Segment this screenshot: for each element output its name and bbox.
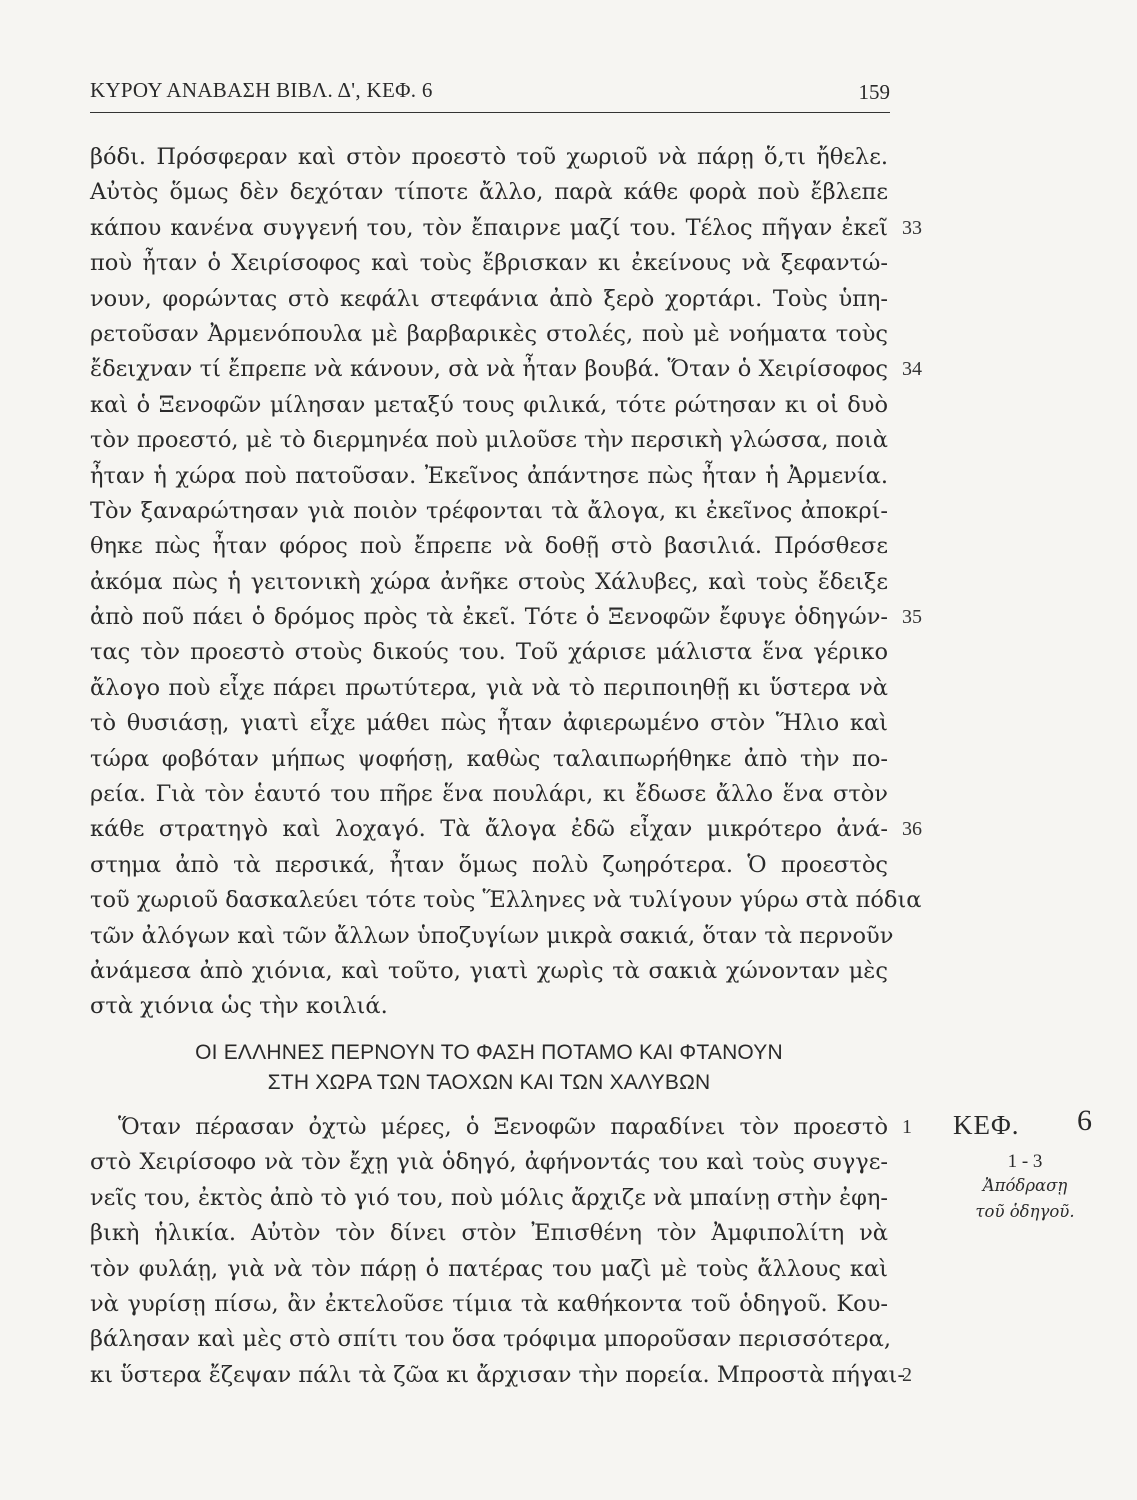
chapter-range: 1 - 3: [1007, 1151, 1043, 1172]
text-line: ρεία. Γιὰ τὸν ἑαυτό του πῆρε ἕνα πουλάρι, κι ἔδωσε ἄλλο ἕνα στὸν: [90, 781, 888, 808]
text-line: ἄλογο ποὺ εἶχε πάρει πρωτύτερα, γιὰ νὰ τὸ περιποιηθῇ κι ὕστερα νὰ: [90, 674, 888, 701]
text-line: νὰ γυρίσῃ πίσω, ἂν ἐκτελοῦσε τίμια τὰ καθήκοντα τοῦ ὁδηγοῦ. Κου-: [90, 1290, 888, 1317]
text-line: τὸν φυλάῃ, γιὰ νὰ τὸν πάρῃ ὁ πατέρας του μαζὶ μὲ τοὺς ἄλλους καὶ: [90, 1255, 888, 1282]
text-line: βικὴ ἡλικία. Αὐτὸν τὸν δίνει στὸν Ἐπισθένη τὸν Ἀμφιπολίτη νὰ: [90, 1220, 888, 1247]
margin-note-line-2: τοῦ ὁδηγοῦ.: [975, 1202, 1075, 1221]
chapter-number: 6: [1077, 1104, 1092, 1137]
line-number: 2: [902, 1363, 912, 1386]
text-line: στὸ Χειρίσοφο νὰ τὸν ἔχῃ γιὰ ὁδηγό, ἀφήνοντάς του καὶ τοὺς συγγε-: [90, 1149, 888, 1176]
line-number: 33: [902, 216, 922, 239]
line-number: 35: [902, 606, 922, 629]
text-line: νεῖς του, ἐκτὸς ἀπὸ τὸ γιό του, ποὺ μόλις ἄρχιζε νὰ μπαίνῃ στὴν ἐφη-: [90, 1184, 888, 1211]
text-line: στημα ἀπὸ τὰ περσικά, ἦταν ὅμως πολὺ ζωηρότερα. Ὁ προεστὸς: [90, 851, 888, 878]
text-line: κάθε στρατηγὸ καὶ λοχαγό. Τὰ ἄλογα ἐδῶ εἶχαν μικρότερο ἀνά- 36: [90, 812, 888, 847]
text-line: ἦταν ἡ χώρα ποὺ πατοῦσαν. Ἐκεῖνος ἀπάντησε πὼς ἦταν ἡ Ἀρμενία.: [90, 462, 888, 489]
running-title: ΚΥΡΟΥ ΑΝΑΒΑΣΗ ΒΙΒΛ. Δ', ΚΕΦ. 6: [90, 78, 433, 102]
text-line: τῶν ἀλόγων καὶ τῶν ἄλλων ὑποζυγίων μικρὰ σακιά, ὅταν τὰ περνοῦν: [90, 922, 894, 949]
text-line: ἔδειχναν τί ἔπρεπε νὰ κάνουν, σὰ νὰ ἦταν βουβά. Ὅταν ὁ Χειρίσοφος 34: [90, 352, 888, 387]
text-line: θηκε πὼς ἦταν φόρος ποὺ ἔπρεπε νὰ δοθῇ στὸ βασιλιά. Πρόσθεσε: [90, 533, 888, 560]
text-section-b: [90, 1110, 912, 1393]
text-line: τοῦ χωριοῦ δασκαλεύει τότε τοὺς Ἕλληνες νὰ τυλίγουν γύρω στὰ πόδια: [90, 887, 922, 914]
text-line: τὸν προεστό, μὲ τὸ διερμηνέα ποὺ μιλοῦσε τὴν περσικὴ γλώσσα, ποιὰ: [90, 427, 888, 454]
margin-note-line-1: Ἀπόδρασῃ: [982, 1176, 1068, 1195]
line-number: 1: [902, 1116, 912, 1138]
text-line: καὶ ὁ Ξενοφῶν μίλησαν μεταξύ τους φιλικά, τότε ρώτησαν κι οἱ δυὸ: [90, 391, 888, 418]
line-number: 34: [902, 358, 922, 381]
text-line: Ὅταν πέρασαν ὀχτὼ μέρες, ὁ Ξενοφῶν παραδίνει τὸν προεστὸ 1: [90, 1110, 888, 1145]
text-line: τώρα φοβόταν μήπως ψοφήσῃ, καθὼς ταλαιπωρήθηκε ἀπὸ τὴν πο-: [90, 745, 888, 772]
text-line: ρετοῦσαν Ἀρμενόπουλα μὲ βαρβαρικὲς στολές, ποὺ μὲ νοήματα τοὺς: [90, 320, 888, 347]
text-line: βόδι. Πρόσφεραν καὶ στὸν προεστὸ τοῦ χωριοῦ νὰ πάρῃ ὅ,τι ἤθελε.: [90, 144, 888, 170]
text-line: κι ὕστερα ἔζεψαν πάλι τὰ ζῶα κι ἄρχισαν τὴν πορεία. Μπροστὰ πήγαι- 2: [90, 1358, 888, 1393]
section-heading-line-2: ΣΤΗ ΧΩΡΑ ΤΩΝ ΤΑΟΧΩΝ ΚΑΙ ΤΩΝ ΧΑΛΥΒΩΝ: [267, 1071, 711, 1094]
text-line: νουν, φορώντας στὸ κεφάλι στεφάνια ἀπὸ ξερὸ χορτάρι. Τοὺς ὑπη-: [90, 285, 888, 312]
line-number: 36: [902, 818, 922, 841]
text-line: Τὸν ξαναρώτησαν γιὰ ποιὸν τρέφονται τὰ ἄλογα, κι ἐκεῖνος ἀποκρί-: [90, 497, 888, 524]
text-line: ἀνάμεσα ἀπὸ χιόνια, καὶ τοῦτο, γιατὶ χωρὶς τὰ σακιὰ χώνονταν μὲς: [90, 957, 888, 984]
text-line: στὰ χιόνια ὡς τὴν κοιλιά.: [90, 993, 388, 1020]
text-line: τας τὸν προεστὸ στοὺς δικούς του. Τοῦ χάρισε μάλιστα ἕνα γέρικο: [90, 639, 888, 666]
text-line: ἀκόμα πὼς ἡ γειτονικὴ χώρα ἀνῆκε στοὺς Χάλυβες, καὶ τοὺς ἔδειξε: [90, 568, 888, 595]
section-heading-line-1: ΟΙ ΕΛΛΗΝΕΣ ΠΕΡΝΟΥΝ ΤΟ ΦΑΣΗ ΠΟΤΑΜΟ ΚΑΙ ΦΤΑΝΟΥΝ: [195, 1041, 783, 1064]
text-line: κάπου κανένα συγγενή του, τὸν ἔπαιρνε μαζί του. Τέλος πῆγαν ἐκεῖ 33: [90, 211, 888, 246]
chapter-label: ΚΕΦ.: [953, 1110, 1020, 1140]
running-head: [90, 72, 890, 113]
page-number: 159: [858, 80, 890, 104]
text-line: βάλησαν καὶ μὲς στὸ σπίτι του ὅσα τρόφιμα μποροῦσαν περισσότερα,: [90, 1326, 891, 1353]
chapter-sidenote: [935, 1104, 1115, 1225]
text-line: τὸ θυσιάσῃ, γιατὶ εἶχε μάθει πὼς ἦταν ἀφιερωμένο στὸν Ἥλιο καὶ: [90, 710, 888, 737]
text-line: Αὐτὸς ὅμως δὲν δεχόταν τίποτε ἄλλο, παρὰ κάθε φορὰ ποὺ ἔβλεπε: [90, 179, 888, 206]
text-line: ποὺ ἦταν ὁ Χειρίσοφος καὶ τοὺς ἔβρισκαν κι ἐκείνους νὰ ξεφαντώ-: [90, 250, 888, 277]
text-section-a: [90, 140, 922, 1025]
text-line: ἀπὸ ποῦ πάει ὁ δρόμος πρὸς τὰ ἐκεῖ. Τότε ὁ Ξενοφῶν ἔφυγε ὁδηγών- 35: [90, 600, 888, 635]
section-heading: [90, 1038, 888, 1098]
